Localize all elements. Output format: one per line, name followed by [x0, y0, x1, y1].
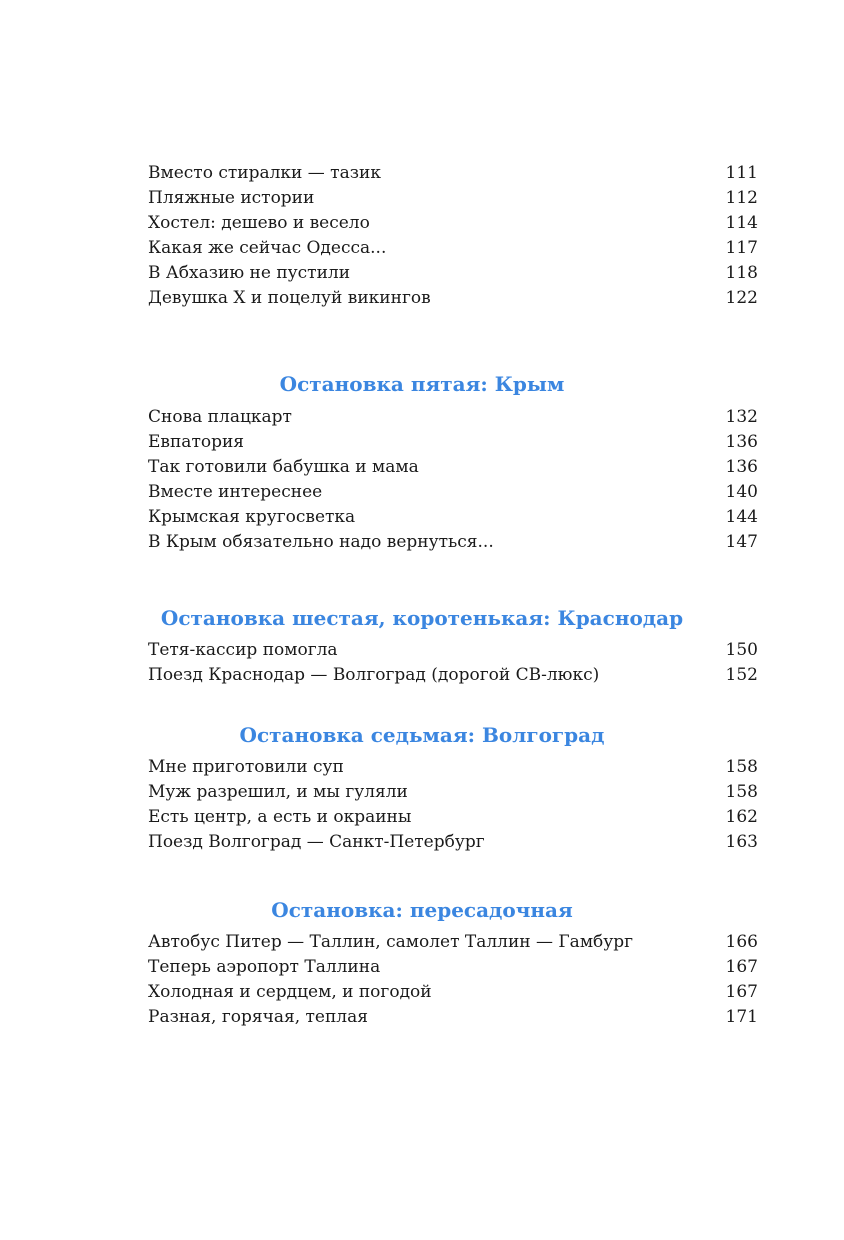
section-heading: Остановка: пересадочная	[271, 898, 573, 922]
toc-entry	[148, 755, 758, 780]
entry-page-number: 114	[725, 213, 758, 233]
entry-page-number: 166	[725, 932, 758, 952]
entry-page-number: 122	[725, 288, 758, 308]
section-heading: Остановка шестая, коротенькая: Краснодар	[160, 606, 684, 630]
entry-title: Вместе интереснее	[148, 482, 323, 502]
toc-section	[148, 755, 758, 855]
entry-page-number: 163	[725, 832, 758, 852]
entry-title: Вместо стиралки — тазик	[148, 163, 381, 183]
entry-title: Холодная и сердцем, и погодой	[148, 982, 432, 1002]
toc-entry	[148, 455, 758, 480]
section-heading: Остановка седьмая: Волгоград	[239, 723, 605, 747]
toc-entry	[148, 505, 758, 530]
entry-page-number: 147	[725, 532, 758, 552]
entry-page-number: 112	[725, 188, 758, 208]
toc-entry	[148, 211, 758, 236]
entry-title: Есть центр, а есть и окраины	[148, 807, 412, 827]
toc-entry	[148, 663, 758, 688]
toc-entry	[148, 805, 758, 830]
entry-page-number: 158	[725, 782, 758, 802]
entry-page-number: 150	[725, 640, 758, 660]
toc-entry	[148, 1005, 758, 1030]
toc-entry	[148, 405, 758, 430]
entry-page-number: 118	[725, 263, 758, 283]
toc-section-continued	[148, 161, 758, 311]
entry-title: Поезд Волгоград — Санкт-Петербург	[148, 832, 485, 852]
toc-entry	[148, 430, 758, 455]
entry-title: Девушка Х и поцелуй викингов	[148, 288, 431, 308]
toc-entry	[148, 236, 758, 261]
entry-page-number: 162	[725, 807, 758, 827]
entry-title: Так готовили бабушка и мама	[148, 457, 419, 477]
entry-title: Крымская кругосветка	[148, 507, 356, 527]
toc-entry	[148, 930, 758, 955]
toc-section	[148, 930, 758, 1030]
entry-page-number: 132	[725, 407, 758, 427]
toc-entry	[148, 161, 758, 186]
entry-page-number: 171	[725, 1007, 758, 1027]
entry-title: Тетя-кассир помогла	[148, 640, 338, 660]
entry-page-number: 136	[725, 432, 758, 452]
entry-page-number: 152	[725, 665, 758, 685]
toc-entry	[148, 480, 758, 505]
entry-title: Евпатория	[148, 432, 245, 452]
toc-entry	[148, 286, 758, 311]
entry-title: Муж разрешил, и мы гуляли	[148, 782, 408, 802]
entry-page-number: 167	[725, 957, 758, 977]
section-heading: Остановка пятая: Крым	[279, 372, 565, 396]
entry-title: В Крым обязательно надо вернуться...	[148, 532, 494, 552]
entry-page-number: 136	[725, 457, 758, 477]
entry-title: Разная, горячая, теплая	[148, 1007, 368, 1027]
entry-page-number: 111	[725, 163, 758, 183]
entry-title: Какая же сейчас Одесса...	[148, 238, 387, 258]
entry-page-number: 140	[725, 482, 758, 502]
toc-entry	[148, 261, 758, 286]
entry-page-number: 167	[725, 982, 758, 1002]
toc-section	[148, 405, 758, 555]
toc-entry	[148, 530, 758, 555]
entry-title: Снова плацкарт	[148, 407, 292, 427]
entry-page-number: 158	[725, 757, 758, 777]
entry-title: Пляжные истории	[148, 188, 315, 208]
toc-entry	[148, 186, 758, 211]
entry-title: Хостел: дешево и весело	[148, 213, 370, 233]
toc-section	[148, 638, 758, 688]
toc-entry	[148, 638, 758, 663]
toc-entry	[148, 955, 758, 980]
entry-title: Поезд Краснодар — Волгоград (дорогой СВ-люкс)	[148, 665, 600, 685]
toc-entry	[148, 980, 758, 1005]
entry-title: В Абхазию не пустили	[148, 263, 351, 283]
toc-entry	[148, 830, 758, 855]
entry-title: Автобус Питер — Таллин, самолет Таллин — Гамбург	[148, 932, 634, 952]
entry-title: Мне приготовили суп	[148, 757, 344, 777]
entry-title: Теперь аэропорт Таллина	[148, 957, 381, 977]
entry-page-number: 117	[725, 238, 758, 258]
entry-page-number: 144	[725, 507, 758, 527]
toc-entry	[148, 780, 758, 805]
